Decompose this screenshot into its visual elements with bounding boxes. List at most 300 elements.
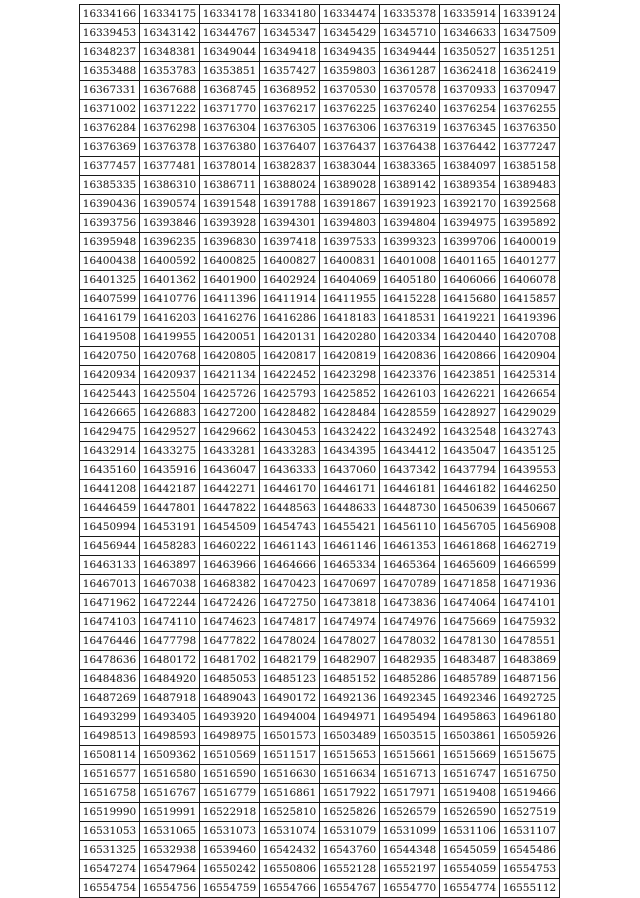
table-cell: 16517922 bbox=[320, 784, 380, 803]
table-cell: 16554756 bbox=[140, 879, 200, 898]
table-cell: 16420131 bbox=[260, 328, 320, 347]
table-cell: 16515661 bbox=[380, 746, 440, 765]
table-cell: 16426221 bbox=[440, 385, 500, 404]
table-cell: 16349435 bbox=[320, 43, 380, 62]
table-cell: 16376304 bbox=[200, 119, 260, 138]
table-cell: 16516634 bbox=[320, 765, 380, 784]
table-cell: 16400592 bbox=[140, 252, 200, 271]
table-row bbox=[80, 594, 560, 613]
table-row bbox=[80, 518, 560, 537]
table-cell: 16400438 bbox=[80, 252, 140, 271]
table-cell: 16423298 bbox=[320, 366, 380, 385]
table-cell: 16478032 bbox=[380, 632, 440, 651]
table-cell: 16401008 bbox=[380, 252, 440, 271]
table-cell: 16515669 bbox=[440, 746, 500, 765]
table-cell: 16370933 bbox=[440, 81, 500, 100]
table-cell: 16376225 bbox=[320, 100, 380, 119]
table-cell: 16474976 bbox=[380, 613, 440, 632]
table-cell: 16345429 bbox=[320, 24, 380, 43]
table-cell: 16377481 bbox=[140, 157, 200, 176]
table-row bbox=[80, 860, 560, 879]
table-cell: 16394301 bbox=[260, 214, 320, 233]
table-cell: 16377457 bbox=[80, 157, 140, 176]
table-cell: 16423376 bbox=[380, 366, 440, 385]
table-cell: 16475669 bbox=[440, 613, 500, 632]
table-cell: 16446182 bbox=[440, 480, 500, 499]
table-cell: 16501573 bbox=[260, 727, 320, 746]
table-row bbox=[80, 499, 560, 518]
table-row bbox=[80, 404, 560, 423]
table-cell: 16435916 bbox=[140, 461, 200, 480]
table-cell: 16426665 bbox=[80, 404, 140, 423]
table-cell: 16472426 bbox=[200, 594, 260, 613]
table-cell: 16351251 bbox=[500, 43, 560, 62]
table-cell: 16421134 bbox=[200, 366, 260, 385]
table-cell: 16437060 bbox=[320, 461, 380, 480]
table-cell: 16349444 bbox=[380, 43, 440, 62]
table-cell: 16531074 bbox=[260, 822, 320, 841]
table-cell: 16485789 bbox=[440, 670, 500, 689]
table-cell: 16390574 bbox=[140, 195, 200, 214]
table-cell: 16405180 bbox=[380, 271, 440, 290]
table-cell: 16428559 bbox=[380, 404, 440, 423]
table-cell: 16376240 bbox=[380, 100, 440, 119]
table-cell: 16411396 bbox=[200, 290, 260, 309]
table-cell: 16420440 bbox=[440, 328, 500, 347]
table-cell: 16470789 bbox=[380, 575, 440, 594]
table-cell: 16485123 bbox=[260, 670, 320, 689]
table-cell: 16542432 bbox=[260, 841, 320, 860]
table-cell: 16526579 bbox=[380, 803, 440, 822]
table-cell: 16393846 bbox=[140, 214, 200, 233]
table-cell: 16428927 bbox=[440, 404, 500, 423]
table-cell: 16349044 bbox=[200, 43, 260, 62]
table-cell: 16385158 bbox=[500, 157, 560, 176]
table-cell: 16361287 bbox=[380, 62, 440, 81]
table-cell: 16467013 bbox=[80, 575, 140, 594]
table-cell: 16399706 bbox=[440, 233, 500, 252]
table-cell: 16429029 bbox=[500, 404, 560, 423]
table-cell: 16477798 bbox=[140, 632, 200, 651]
table-cell: 16334180 bbox=[260, 5, 320, 24]
table-cell: 16492346 bbox=[440, 689, 500, 708]
table-cell: 16433275 bbox=[140, 442, 200, 461]
table-cell: 16429475 bbox=[80, 423, 140, 442]
table-cell: 16516713 bbox=[380, 765, 440, 784]
table-cell: 16433281 bbox=[200, 442, 260, 461]
table-cell: 16487156 bbox=[500, 670, 560, 689]
table-cell: 16480172 bbox=[140, 651, 200, 670]
table-row bbox=[80, 423, 560, 442]
table-cell: 16391548 bbox=[200, 195, 260, 214]
table-cell: 16404069 bbox=[320, 271, 380, 290]
table-cell: 16554753 bbox=[500, 860, 560, 879]
table-cell: 16430453 bbox=[260, 423, 320, 442]
table-cell: 16474817 bbox=[260, 613, 320, 632]
table-cell: 16531106 bbox=[440, 822, 500, 841]
table-cell: 16345710 bbox=[380, 24, 440, 43]
table-cell: 16376254 bbox=[440, 100, 500, 119]
table-cell: 16515653 bbox=[320, 746, 380, 765]
table-cell: 16435125 bbox=[500, 442, 560, 461]
table-cell: 16465334 bbox=[320, 556, 380, 575]
table-cell: 16344767 bbox=[200, 24, 260, 43]
table-cell: 16466599 bbox=[500, 556, 560, 575]
table-cell: 16552197 bbox=[380, 860, 440, 879]
table-cell: 16461868 bbox=[440, 537, 500, 556]
table-cell: 16376345 bbox=[440, 119, 500, 138]
table-cell: 16357427 bbox=[260, 62, 320, 81]
table-cell: 16415228 bbox=[380, 290, 440, 309]
table-cell: 16436333 bbox=[260, 461, 320, 480]
table-cell: 16442187 bbox=[140, 480, 200, 499]
table-cell: 16345347 bbox=[260, 24, 320, 43]
table-cell: 16450639 bbox=[440, 499, 500, 518]
table-cell: 16487918 bbox=[140, 689, 200, 708]
table-cell: 16401362 bbox=[140, 271, 200, 290]
table-cell: 16531073 bbox=[200, 822, 260, 841]
table-cell: 16448563 bbox=[260, 499, 320, 518]
table-cell: 16471858 bbox=[440, 575, 500, 594]
table-cell: 16385335 bbox=[80, 176, 140, 195]
table-cell: 16397533 bbox=[320, 233, 380, 252]
table-cell: 16470697 bbox=[320, 575, 380, 594]
table-cell: 16393928 bbox=[200, 214, 260, 233]
table-cell: 16396235 bbox=[140, 233, 200, 252]
table-cell: 16407599 bbox=[80, 290, 140, 309]
table-cell: 16435160 bbox=[80, 461, 140, 480]
table-cell: 16545059 bbox=[440, 841, 500, 860]
table-cell: 16478636 bbox=[80, 651, 140, 670]
table-cell: 16448633 bbox=[320, 499, 380, 518]
table-cell: 16554767 bbox=[320, 879, 380, 898]
table-cell: 16420836 bbox=[380, 347, 440, 366]
table-cell: 16376437 bbox=[320, 138, 380, 157]
table-cell: 16550242 bbox=[200, 860, 260, 879]
table-row bbox=[80, 727, 560, 746]
table-cell: 16474110 bbox=[140, 613, 200, 632]
table-cell: 16335378 bbox=[380, 5, 440, 24]
table-cell: 16416179 bbox=[80, 309, 140, 328]
table-cell: 16455421 bbox=[320, 518, 380, 537]
table-row bbox=[80, 670, 560, 689]
table-row bbox=[80, 43, 560, 62]
table-cell: 16423851 bbox=[440, 366, 500, 385]
table-cell: 16519466 bbox=[500, 784, 560, 803]
table-cell: 16441208 bbox=[80, 480, 140, 499]
table-cell: 16532938 bbox=[140, 841, 200, 860]
table-cell: 16496180 bbox=[500, 708, 560, 727]
table-cell: 16454509 bbox=[200, 518, 260, 537]
table-cell: 16474974 bbox=[320, 613, 380, 632]
table-cell: 16420904 bbox=[500, 347, 560, 366]
table-cell: 16503489 bbox=[320, 727, 380, 746]
table-cell: 16554759 bbox=[200, 879, 260, 898]
table-cell: 16498975 bbox=[200, 727, 260, 746]
table-cell: 16437342 bbox=[380, 461, 440, 480]
table-cell: 16554059 bbox=[440, 860, 500, 879]
table-cell: 16494004 bbox=[260, 708, 320, 727]
table-cell: 16456944 bbox=[80, 537, 140, 556]
table-cell: 16392170 bbox=[440, 195, 500, 214]
table-row bbox=[80, 632, 560, 651]
table-cell: 16487269 bbox=[80, 689, 140, 708]
table-cell: 16495494 bbox=[380, 708, 440, 727]
table-cell: 16453191 bbox=[140, 518, 200, 537]
table-cell: 16463133 bbox=[80, 556, 140, 575]
table-cell: 16406078 bbox=[500, 271, 560, 290]
table-cell: 16371222 bbox=[140, 100, 200, 119]
table-cell: 16509362 bbox=[140, 746, 200, 765]
table-row bbox=[80, 803, 560, 822]
table-cell: 16510569 bbox=[200, 746, 260, 765]
table-row bbox=[80, 62, 560, 81]
table-cell: 16391788 bbox=[260, 195, 320, 214]
table-cell: 16485152 bbox=[320, 670, 380, 689]
table-cell: 16461353 bbox=[380, 537, 440, 556]
table-cell: 16485053 bbox=[200, 670, 260, 689]
table-cell: 16383044 bbox=[320, 157, 380, 176]
table-cell: 16478551 bbox=[500, 632, 560, 651]
table-cell: 16388024 bbox=[260, 176, 320, 195]
table-cell: 16447801 bbox=[140, 499, 200, 518]
table-cell: 16420280 bbox=[320, 328, 380, 347]
table-cell: 16471936 bbox=[500, 575, 560, 594]
table-cell: 16539460 bbox=[200, 841, 260, 860]
table-row bbox=[80, 575, 560, 594]
table-cell: 16420334 bbox=[380, 328, 440, 347]
table-cell: 16415680 bbox=[440, 290, 500, 309]
table-cell: 16386310 bbox=[140, 176, 200, 195]
table-cell: 16394803 bbox=[320, 214, 380, 233]
table-cell: 16531325 bbox=[80, 841, 140, 860]
table-cell: 16416203 bbox=[140, 309, 200, 328]
table-cell: 16456908 bbox=[500, 518, 560, 537]
table-body bbox=[80, 5, 560, 898]
table-cell: 16437794 bbox=[440, 461, 500, 480]
table-cell: 16427200 bbox=[200, 404, 260, 423]
table-cell: 16425793 bbox=[260, 385, 320, 404]
table-cell: 16545486 bbox=[500, 841, 560, 860]
table-cell: 16416286 bbox=[260, 309, 320, 328]
table-row bbox=[80, 841, 560, 860]
table-cell: 16516590 bbox=[200, 765, 260, 784]
table-cell: 16463897 bbox=[140, 556, 200, 575]
table-cell: 16394804 bbox=[380, 214, 440, 233]
table-cell: 16418531 bbox=[380, 309, 440, 328]
table-cell: 16334166 bbox=[80, 5, 140, 24]
table-cell: 16492725 bbox=[500, 689, 560, 708]
table-cell: 16392568 bbox=[500, 195, 560, 214]
table-cell: 16463966 bbox=[200, 556, 260, 575]
table-cell: 16376442 bbox=[440, 138, 500, 157]
table-cell: 16516580 bbox=[140, 765, 200, 784]
table-cell: 16554774 bbox=[440, 879, 500, 898]
table-row bbox=[80, 81, 560, 100]
table-cell: 16416276 bbox=[200, 309, 260, 328]
table-cell: 16353851 bbox=[200, 62, 260, 81]
table-cell: 16349418 bbox=[260, 43, 320, 62]
table-cell: 16339453 bbox=[80, 24, 140, 43]
table-cell: 16547274 bbox=[80, 860, 140, 879]
table-cell: 16376306 bbox=[320, 119, 380, 138]
table-cell: 16484920 bbox=[140, 670, 200, 689]
table-cell: 16335914 bbox=[440, 5, 500, 24]
table-row bbox=[80, 271, 560, 290]
table-cell: 16376319 bbox=[380, 119, 440, 138]
table-cell: 16400825 bbox=[200, 252, 260, 271]
table-cell: 16478024 bbox=[260, 632, 320, 651]
table-row bbox=[80, 233, 560, 252]
table-cell: 16478130 bbox=[440, 632, 500, 651]
table-cell: 16554754 bbox=[80, 879, 140, 898]
table-cell: 16432492 bbox=[380, 423, 440, 442]
table-cell: 16462719 bbox=[500, 537, 560, 556]
table-cell: 16531107 bbox=[500, 822, 560, 841]
table-cell: 16527519 bbox=[500, 803, 560, 822]
table-cell: 16389142 bbox=[380, 176, 440, 195]
table-cell: 16531099 bbox=[380, 822, 440, 841]
table-cell: 16435047 bbox=[440, 442, 500, 461]
table-cell: 16516747 bbox=[440, 765, 500, 784]
table-cell: 16428482 bbox=[260, 404, 320, 423]
table-cell: 16343142 bbox=[140, 24, 200, 43]
table-cell: 16368952 bbox=[260, 81, 320, 100]
table-cell: 16474064 bbox=[440, 594, 500, 613]
table-cell: 16411955 bbox=[320, 290, 380, 309]
table-row bbox=[80, 784, 560, 803]
table-cell: 16516767 bbox=[140, 784, 200, 803]
table-row bbox=[80, 176, 560, 195]
table-cell: 16376407 bbox=[260, 138, 320, 157]
table-row bbox=[80, 651, 560, 670]
table-cell: 16516758 bbox=[80, 784, 140, 803]
table-cell: 16420817 bbox=[260, 347, 320, 366]
table-cell: 16389028 bbox=[320, 176, 380, 195]
table-cell: 16446250 bbox=[500, 480, 560, 499]
table-row bbox=[80, 309, 560, 328]
table-cell: 16493920 bbox=[200, 708, 260, 727]
table-row bbox=[80, 613, 560, 632]
table-cell: 16482935 bbox=[380, 651, 440, 670]
table-cell: 16447822 bbox=[200, 499, 260, 518]
table-row bbox=[80, 385, 560, 404]
table-cell: 16503861 bbox=[440, 727, 500, 746]
table-cell: 16390436 bbox=[80, 195, 140, 214]
table-cell: 16402924 bbox=[260, 271, 320, 290]
table-row bbox=[80, 746, 560, 765]
table-cell: 16339124 bbox=[500, 5, 560, 24]
table-cell: 16426103 bbox=[380, 385, 440, 404]
table-cell: 16401277 bbox=[500, 252, 560, 271]
table-cell: 16477822 bbox=[200, 632, 260, 651]
table-cell: 16376369 bbox=[80, 138, 140, 157]
table-cell: 16511517 bbox=[260, 746, 320, 765]
table-cell: 16475932 bbox=[500, 613, 560, 632]
table-cell: 16515675 bbox=[500, 746, 560, 765]
table-cell: 16489043 bbox=[200, 689, 260, 708]
table-cell: 16419955 bbox=[140, 328, 200, 347]
table-cell: 16377247 bbox=[500, 138, 560, 157]
table-cell: 16420768 bbox=[140, 347, 200, 366]
table-cell: 16391923 bbox=[380, 195, 440, 214]
number-sheet bbox=[79, 4, 560, 898]
table-cell: 16418183 bbox=[320, 309, 380, 328]
table-row bbox=[80, 480, 560, 499]
table-cell: 16436047 bbox=[200, 461, 260, 480]
table-cell: 16519990 bbox=[80, 803, 140, 822]
table-cell: 16426883 bbox=[140, 404, 200, 423]
table-cell: 16516630 bbox=[260, 765, 320, 784]
table-cell: 16484836 bbox=[80, 670, 140, 689]
table-cell: 16458283 bbox=[140, 537, 200, 556]
table-cell: 16485286 bbox=[380, 670, 440, 689]
table-cell: 16334175 bbox=[140, 5, 200, 24]
table-cell: 16476446 bbox=[80, 632, 140, 651]
table-cell: 16419396 bbox=[500, 309, 560, 328]
table-cell: 16391867 bbox=[320, 195, 380, 214]
table-cell: 16383365 bbox=[380, 157, 440, 176]
table-row bbox=[80, 347, 560, 366]
table-cell: 16367688 bbox=[140, 81, 200, 100]
table-cell: 16397418 bbox=[260, 233, 320, 252]
table-row bbox=[80, 157, 560, 176]
table-cell: 16544348 bbox=[380, 841, 440, 860]
table-row bbox=[80, 24, 560, 43]
table-cell: 16495863 bbox=[440, 708, 500, 727]
table-cell: 16474623 bbox=[200, 613, 260, 632]
table-cell: 16492136 bbox=[320, 689, 380, 708]
table-cell: 16490172 bbox=[260, 689, 320, 708]
table-cell: 16420934 bbox=[80, 366, 140, 385]
table-cell: 16446171 bbox=[320, 480, 380, 499]
table-cell: 16482907 bbox=[320, 651, 380, 670]
table-cell: 16371770 bbox=[200, 100, 260, 119]
table-cell: 16415857 bbox=[500, 290, 560, 309]
table-cell: 16420750 bbox=[80, 347, 140, 366]
table-row bbox=[80, 461, 560, 480]
table-cell: 16420937 bbox=[140, 366, 200, 385]
table-cell: 16450994 bbox=[80, 518, 140, 537]
table-cell: 16508114 bbox=[80, 746, 140, 765]
table-cell: 16494971 bbox=[320, 708, 380, 727]
table-cell: 16376378 bbox=[140, 138, 200, 157]
table-cell: 16384097 bbox=[440, 157, 500, 176]
table-cell: 16393756 bbox=[80, 214, 140, 233]
table-cell: 16446459 bbox=[80, 499, 140, 518]
table-cell: 16348237 bbox=[80, 43, 140, 62]
table-cell: 16473836 bbox=[380, 594, 440, 613]
table-cell: 16353783 bbox=[140, 62, 200, 81]
table-cell: 16362418 bbox=[440, 62, 500, 81]
table-row bbox=[80, 556, 560, 575]
table-row bbox=[80, 442, 560, 461]
table-cell: 16516779 bbox=[200, 784, 260, 803]
table-cell: 16370947 bbox=[500, 81, 560, 100]
table-cell: 16420708 bbox=[500, 328, 560, 347]
table-cell: 16432914 bbox=[80, 442, 140, 461]
table-cell: 16464666 bbox=[260, 556, 320, 575]
table-cell: 16555112 bbox=[500, 879, 560, 898]
table-cell: 16411914 bbox=[260, 290, 320, 309]
table-cell: 16346633 bbox=[440, 24, 500, 43]
table-cell: 16543760 bbox=[320, 841, 380, 860]
table-row bbox=[80, 765, 560, 784]
table-cell: 16446181 bbox=[380, 480, 440, 499]
table-cell: 16454743 bbox=[260, 518, 320, 537]
table-cell: 16420866 bbox=[440, 347, 500, 366]
table-cell: 16432743 bbox=[500, 423, 560, 442]
